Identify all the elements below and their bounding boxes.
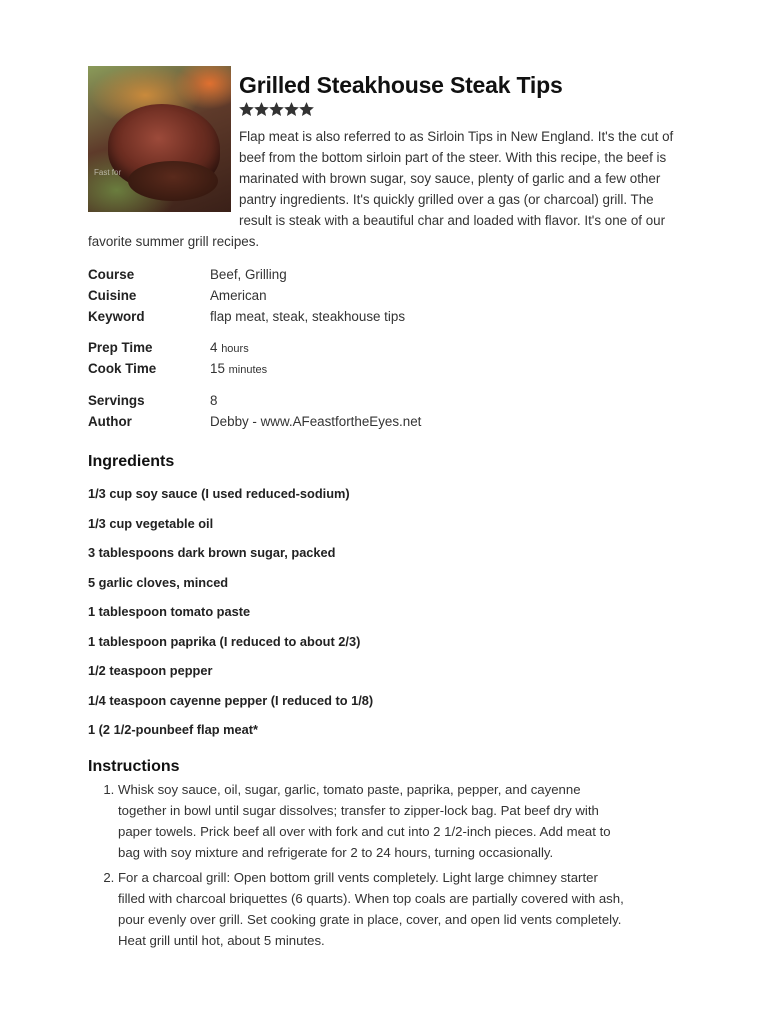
- steak-image-part: [128, 161, 218, 201]
- ingredient-item: 1 tablespoon tomato paste: [88, 604, 251, 619]
- ingredient-item: 3 tablespoons dark brown sugar, packed: [88, 545, 336, 560]
- recipe-times: [88, 337, 688, 379]
- author-row: [88, 411, 688, 432]
- star-icon[interactable]: [269, 102, 284, 117]
- ingredients-heading: Ingredients: [88, 453, 175, 470]
- author-value: Debby - www.AFeastfortheEyes.net: [210, 414, 422, 429]
- cook-time-value: [210, 358, 267, 379]
- star-icon[interactable]: [284, 102, 299, 117]
- cook-time-label: Cook Time: [88, 361, 157, 376]
- recipe-tags: [88, 264, 688, 327]
- ingredient-item: 5 garlic cloves, minced: [88, 574, 229, 590]
- prep-time-unit: hours: [221, 343, 249, 355]
- instruction-step: 2. For a charcoal grill: Open bottom grill vents completely. Light large chimney starter filled with charcoal briquettes (6 quarts). When top coals are partially covered with ash, pour evenly over grill. Set cooking grate in place, cover, and open lid vents completely. Heat grill until hot, about 5 minutes.: [118, 867, 628, 951]
- keyword-label: Keyword: [88, 309, 145, 324]
- ingredient-item: 1 tablespoon paprika (I reduced to about 2/3): [88, 633, 361, 649]
- prep-time-number: 4: [210, 340, 218, 355]
- recipe-title: Grilled Steakhouse Steak Tips: [239, 72, 563, 98]
- servings-label: Servings: [88, 393, 145, 408]
- recipe-summary: Flap meat is also referred to as Sirloin Tips in New England. It's the cut of beef from the bottom sirloin part of the steer. With this recipe, the beef is marinated with brown sugar, soy sauce, plenty of garlic and a few other pantry ingredients. It's quickly grilled over a gas (or charcoal) grill. The result is steak with a beautiful char and loaded with flavor. It's one of our favorite summer grill recipes.: [88, 129, 674, 249]
- ingredient-item: 1/3 cup soy sauce (I used reduced-sodium): [88, 486, 350, 501]
- recipe-servings-author: [88, 390, 688, 432]
- cuisine-value: American: [210, 288, 267, 303]
- cook-time-row: [88, 358, 688, 379]
- prep-time-value: [210, 337, 249, 358]
- photo-watermark: Fast for: [94, 168, 122, 177]
- course-value: Beef, Grilling: [210, 267, 287, 282]
- keyword-row: [88, 306, 688, 327]
- cuisine-label: Cuisine: [88, 288, 137, 303]
- ingredients-list: [88, 484, 688, 750]
- author-label: Author: [88, 414, 132, 429]
- star-icon[interactable]: [254, 102, 269, 117]
- prep-time-row: [88, 337, 688, 358]
- course-label: Course: [88, 267, 135, 282]
- recipe-header: [88, 66, 688, 252]
- instructions-heading: Instructions: [88, 758, 180, 775]
- course-row: [88, 264, 688, 285]
- star-icon[interactable]: [239, 102, 254, 117]
- star-icon[interactable]: [299, 102, 314, 117]
- rating-stars[interactable]: [239, 102, 688, 122]
- ingredient-item: 1/2 teaspoon pepper: [88, 663, 213, 678]
- keyword-value: flap meat, steak, steakhouse tips: [210, 309, 406, 324]
- ingredient-item: 1/4 teaspoon cayenne pepper (I reduced to 1/8): [88, 692, 374, 708]
- cuisine-row: [88, 285, 688, 306]
- servings-row: [88, 390, 688, 411]
- instruction-step: 1. Whisk soy sauce, oil, sugar, garlic, tomato paste, paprika, pepper, and cayenne together in bowl until sugar dissolves; transfer to zipper-lock bag. Pat beef dry with paper towels. Prick beef all over with fork and cut into 2 1/2-inch pieces. Add meat to bag with soy mixture and refrigerate for 2 to 24 hours, turning occasionally.: [118, 779, 628, 863]
- ingredient-item: 1 (2 1/2-pounbeef flap meat*: [88, 722, 258, 737]
- instructions-list: [88, 779, 628, 955]
- cook-time-unit: minutes: [228, 364, 268, 376]
- servings-value: 8: [210, 393, 218, 408]
- cook-time-number: 15: [210, 361, 225, 376]
- prep-time-label: Prep Time: [88, 340, 153, 355]
- recipe-photo: [88, 66, 231, 212]
- ingredient-item: 1/3 cup vegetable oil: [88, 515, 214, 531]
